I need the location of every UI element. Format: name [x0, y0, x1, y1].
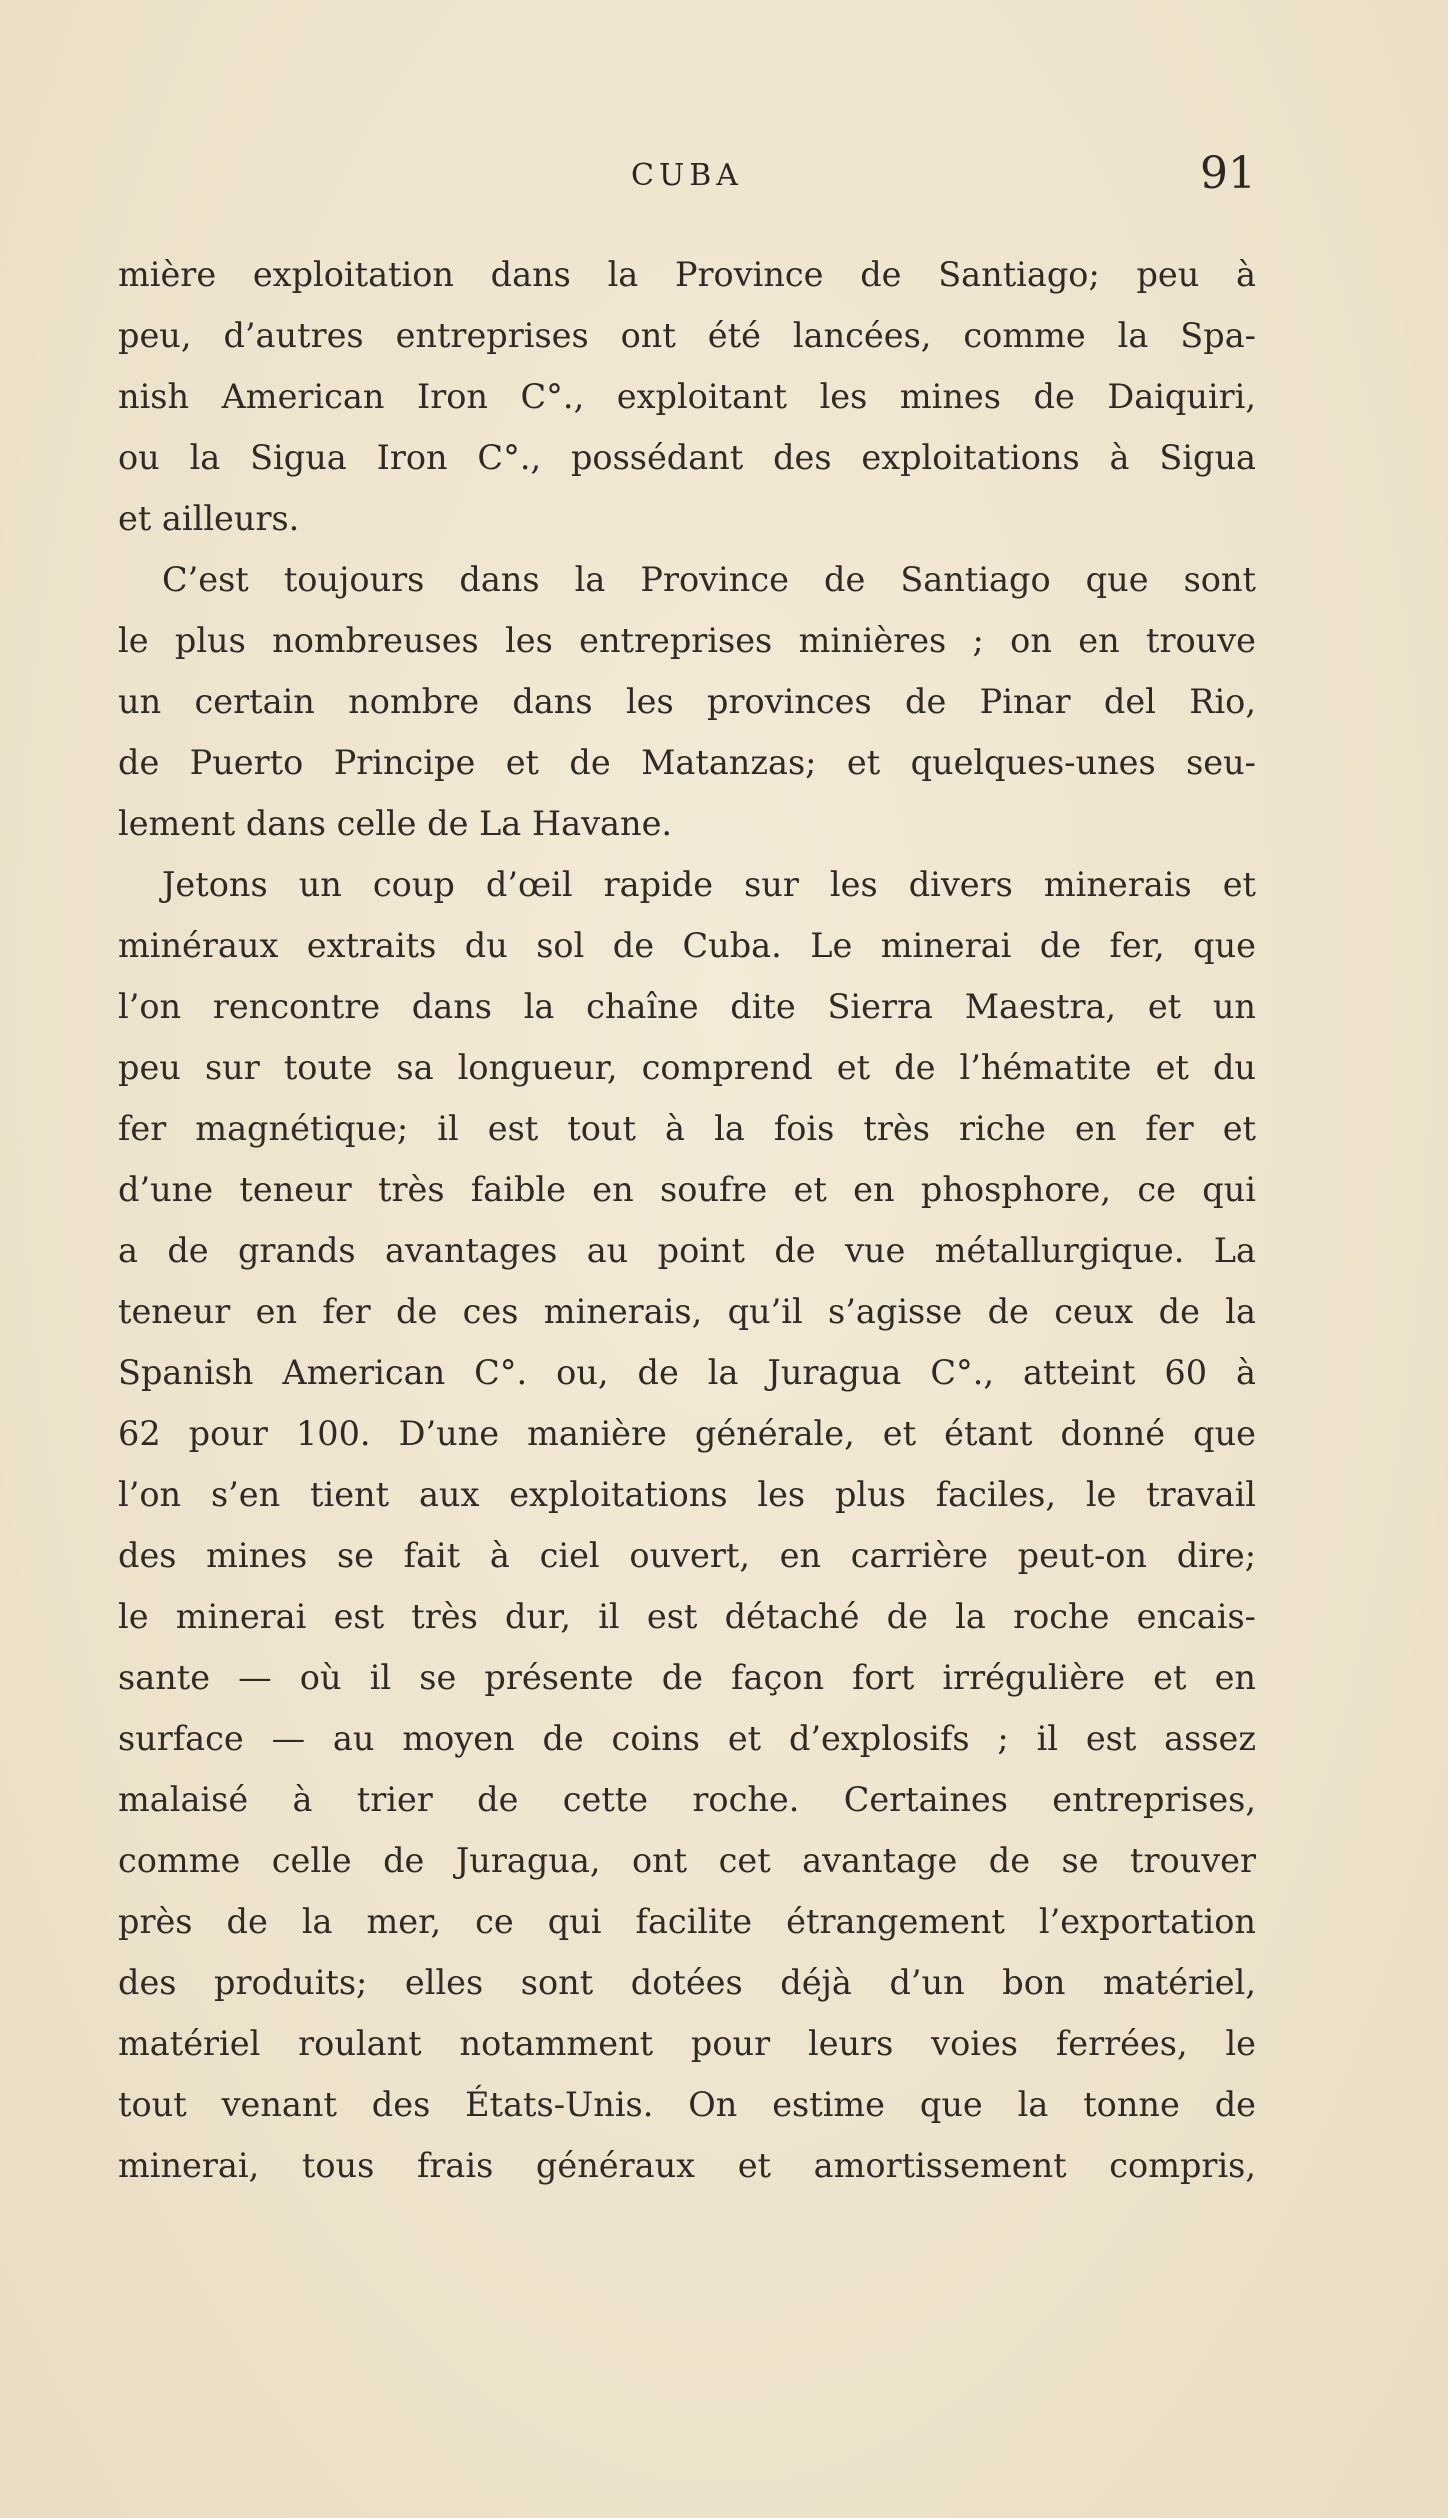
text-line: d’une teneur très faible en soufre et en phosphore, ce qui — [118, 1170, 1256, 1209]
text-line: l’on rencontre dans la chaîne dite Sierra Maestra, et un — [118, 987, 1256, 1026]
text-line: des mines se fait à ciel ouvert, en carrière peut-on dire; — [118, 1536, 1256, 1575]
text-line: le minerai est très dur, il est détaché de la roche encais- — [118, 1597, 1256, 1636]
text-line: le plus nombreuses les entreprises minières ; on en trouve — [118, 621, 1256, 660]
text-line: matériel roulant notamment pour leurs voies ferrées, le — [118, 2024, 1256, 2063]
text-line: près de la mer, ce qui facilite étrangement l’exportation — [118, 1902, 1256, 1941]
body-text — [118, 244, 1256, 2196]
text-line: 62 pour 100. D’une manière générale, et étant donné que — [118, 1414, 1256, 1453]
text-line: comme celle de Juragua, ont cet avantage de se trouver — [118, 1841, 1256, 1880]
text-line: Jetons un coup d’œil rapide sur les divers minerais et — [162, 865, 1256, 904]
text-line: et ailleurs. — [118, 499, 300, 538]
running-title: CUBA — [631, 158, 743, 193]
text-line: ou la Sigua Iron C°., possédant des exploitations à Sigua — [118, 438, 1256, 477]
text-line: malaisé à trier de cette roche. Certaines entreprises, — [118, 1780, 1256, 1819]
text-line: un certain nombre dans les provinces de Pinar del Rio, — [118, 682, 1256, 721]
text-line: surface — au moyen de coins et d’explosifs ; il est assez — [118, 1719, 1256, 1758]
text-line: nish American Iron C°., exploitant les mines de Daiquiri, — [118, 377, 1256, 416]
text-line: fer magnétique; il est tout à la fois très riche en fer et — [118, 1109, 1256, 1148]
text-line: de Puerto Principe et de Matanzas; et quelques-unes seu- — [118, 743, 1256, 782]
text-line: lement dans celle de La Havane. — [118, 804, 673, 843]
text-line: peu, d’autres entreprises ont été lancées, comme la Spa- — [118, 316, 1256, 355]
text-line: l’on s’en tient aux exploitations les plus faciles, le travail — [118, 1475, 1256, 1514]
text-line: C’est toujours dans la Province de Santiago que sont — [162, 560, 1256, 599]
text-line: Spanish American C°. ou, de la Juragua C°., atteint 60 à — [118, 1353, 1256, 1392]
page-number: 91 — [1200, 148, 1256, 199]
text-line: des produits; elles sont dotées déjà d’un bon matériel, — [118, 1963, 1256, 2002]
text-line: minéraux extraits du sol de Cuba. Le minerai de fer, que — [118, 926, 1256, 965]
text-line: minerai, tous frais généraux et amortissement compris, — [118, 2146, 1256, 2185]
text-line: teneur en fer de ces minerais, qu’il s’agisse de ceux de la — [118, 1292, 1256, 1331]
text-line: mière exploitation dans la Province de Santiago; peu à — [118, 255, 1256, 294]
text-line: tout venant des États-Unis. On estime que la tonne de — [118, 2085, 1256, 2124]
text-line: sante — où il se présente de façon fort irrégulière et en — [118, 1658, 1256, 1697]
text-line: peu sur toute sa longueur, comprend et de l’hématite et du — [118, 1048, 1256, 1087]
text-line: a de grands avantages au point de vue métallurgique. La — [118, 1231, 1256, 1270]
page-header — [118, 148, 1256, 208]
